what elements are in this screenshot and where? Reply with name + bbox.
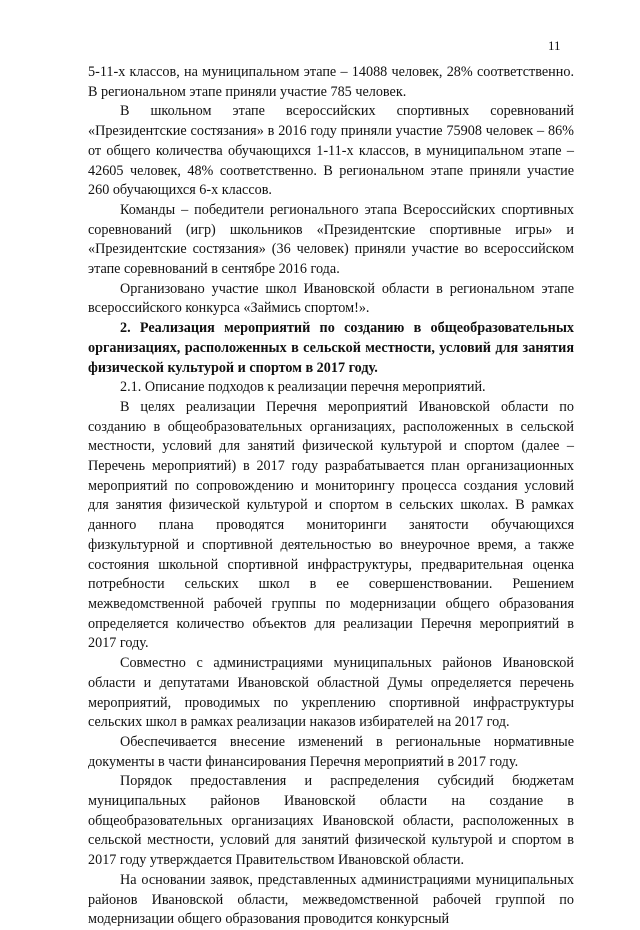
paragraph-regulations: Обеспечивается внесение изменений в региональные нормативные документы в части финансирования Перечня мероприятий в 2017 году. (88, 733, 574, 770)
paragraph-continuation: 5-11-х классов, на муниципальном этапе – 14088 человек, 28% соответственно. В региональном этапе приняли участие 785 человек. (88, 64, 574, 100)
paragraph-administrations: Совместно с администрациями муниципальных районов Ивановской области и депутатами Ивановской областной Думы определяется перечень мероприятий, проводимых по укреплению спортивной инфраструктуры сельских школ в рамках реализации наказов избирателей на 2017 год. (88, 655, 574, 731)
paragraph-applications: На основании заявок, представленных администрациями муниципальных районов Ивановской области, межведомственной рабочей группой по модернизации общего образования проводится конкурсный (88, 871, 574, 928)
paragraph-subsidies: Порядок предоставления и распределения субсидий бюджетам муниципальных районов Ивановской области на создание в общеобразовательных организациях Ивановской области, расположенных в сельской местности, условий для занятий физической культурой и спортом в 2017 году утверждается Правительством Ивановской области. (88, 773, 574, 869)
subsection-heading: 2.1. Описание подходов к реализации перечня мероприятий. (120, 379, 486, 396)
page-number: 11 (548, 38, 561, 53)
document-body (88, 63, 574, 930)
paragraph-plan: В целях реализации Перечня мероприятий Ивановской области по созданию в общеобразовательных организациях, расположенных в сельской местности, условий для занятий физической культурой и спортом (далее – Перечень мероприятий) в 2017 году разрабатывается план организационных мероприятий по сопровождению и мониторингу процесса создания условий для занятия физической культурой и спортом в сельских школах. В рамках данного плана проводятся мониторинги занятости обучающихся физкультурной и спортивной деятельностью во внеурочное время, а также состояния школьной спортивной инфраструктуры, предварительная оценка потребности сельских школ в ее совершенствовании. Решением межведомственной рабочей группы по модернизации общего образования определяется количество объектов для реализации Перечня мероприятий в 2017 году. (88, 398, 574, 652)
paragraph-teams: Команды – победители регионального этапа Всероссийских спортивных соревнований (игр) школьников «Президентские спортивные игры» и «Президентские состязания» (36 человек) приняли участие во всероссийском этапе соревнований в сентябре 2016 года. (88, 201, 574, 278)
section-heading: 2. Реализация мероприятий по созданию в общеобразовательных организациях, расположенных в сельской местности, условий для занятия физической культурой и спортом в 2017 году. (88, 320, 574, 376)
paragraph-contest: Организовано участие школ Ивановской области в региональном этапе всероссийского конкурса «Займись спортом!». (88, 280, 574, 317)
paragraph-school-stage: В школьном этапе всероссийских спортивных соревнований «Президентские состязания» в 2016 году приняли участие 75908 человек – 86% от общего количества обучающихся 1-11-х классов, в муниципальном этапе – 42605 человек, 48% соответственно. В региональном этапе приняли участие 260 обучающихся 6-х классов. (88, 103, 574, 199)
